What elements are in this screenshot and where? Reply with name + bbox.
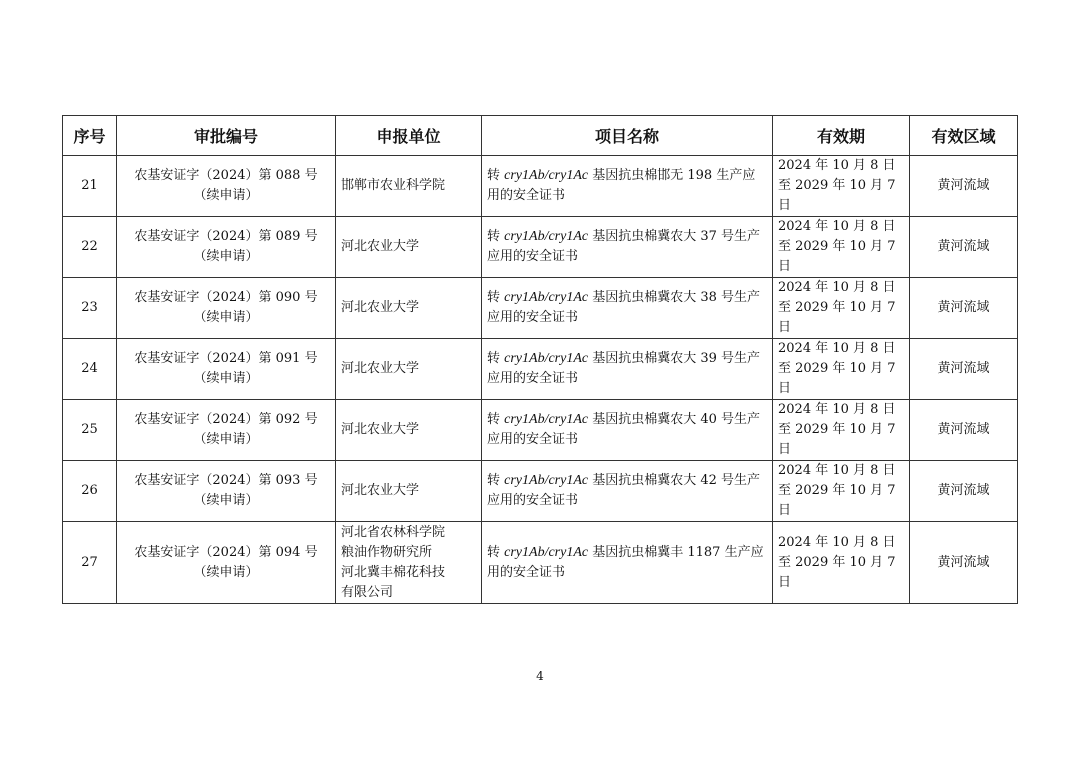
table-header-row [63,116,1018,156]
header-approval-number: 审批编号 [117,116,336,156]
validity-end: 至 2029 年 10 月 7 [778,239,896,254]
approval-renewal-note: （续申请） [193,493,259,508]
project-suffix: 基因抗虫棉冀农大 37 号生产应用的安全证书 [487,229,761,264]
project-gene: cry1Ab/cry1Ac [504,351,589,366]
project-gene: cry1Ab/cry1Ac [504,473,589,488]
applicant-line: 河北农业大学 [341,422,420,437]
cell-project-name [482,278,773,339]
validity-end-tail: 日 [778,198,792,213]
table-row [63,217,1018,278]
approval-renewal-note: （续申请） [193,310,259,325]
validity-start: 2024 年 10 月 8 日 [778,280,896,295]
cell-applicant [336,156,482,217]
approval-number: 农基安证字（2024）第 088 号 [134,168,318,183]
validity-start: 2024 年 10 月 8 日 [778,341,896,356]
header-applicant: 申报单位 [336,116,482,156]
project-suffix: 基因抗虫棉冀农大 40 号生产应用的安全证书 [487,412,761,447]
applicant-line: 河北农业大学 [341,361,420,376]
cell-seq: 23 [63,278,117,339]
applicant-line: 河北冀丰棉花科技 [341,564,446,580]
cell-seq: 22 [63,217,117,278]
cell-seq: 26 [63,461,117,522]
cell-seq: 25 [63,400,117,461]
project-suffix: 基因抗虫棉冀农大 42 号生产应用的安全证书 [487,473,761,508]
cell-validity [773,278,910,339]
project-gene: cry1Ab/cry1Ac [504,229,589,244]
approval-renewal-note: （续申请） [193,564,259,580]
cell-validity [773,339,910,400]
table-row [63,461,1018,522]
applicant-line: 有限公司 [341,584,394,600]
validity-end: 至 2029 年 10 月 7 [778,178,896,193]
table-row [63,278,1018,339]
project-suffix: 基因抗虫棉冀农大 38 号生产应用的安全证书 [487,290,761,325]
validity-start: 2024 年 10 月 8 日 [778,402,896,417]
cell-validity [773,400,910,461]
cell-applicant [336,339,482,400]
project-gene: cry1Ab/cry1Ac [504,290,589,305]
project-prefix: 转 [487,351,505,366]
validity-end: 至 2029 年 10 月 7 [778,300,896,315]
approval-renewal-note: （续申请） [193,249,259,264]
validity-start: 2024 年 10 月 8 日 [778,158,896,173]
table-row [63,339,1018,400]
cell-applicant [336,461,482,522]
cell-approval-number [117,217,336,278]
cell-project-name [482,217,773,278]
cell-applicant [336,522,482,604]
project-suffix: 基因抗虫棉冀丰 1187 生产应用的安全证书 [487,544,764,580]
cell-approval-number [117,400,336,461]
project-gene: cry1Ab/cry1Ac [504,168,589,183]
project-prefix: 转 [487,473,505,488]
project-prefix: 转 [487,412,505,427]
header-region: 有效区域 [910,116,1018,156]
applicant-line: 河北农业大学 [341,483,420,498]
validity-end: 至 2029 年 10 月 7 [778,361,896,376]
table-row [63,156,1018,217]
project-prefix: 转 [487,290,505,305]
project-gene: cry1Ab/cry1Ac [504,412,589,427]
project-prefix: 转 [487,229,505,244]
approval-number: 农基安证字（2024）第 092 号 [134,412,318,427]
approval-renewal-note: （续申请） [193,371,259,386]
cell-region: 黄河流域 [910,522,1018,604]
cell-seq: 21 [63,156,117,217]
project-suffix: 基因抗虫棉邯无 198 生产应用的安全证书 [487,168,756,203]
project-suffix: 基因抗虫棉冀农大 39 号生产应用的安全证书 [487,351,761,386]
validity-start: 2024 年 10 月 8 日 [778,219,896,234]
cell-applicant [336,217,482,278]
validity-end-tail: 日 [778,381,792,396]
cell-region: 黄河流域 [910,217,1018,278]
validity-end-tail: 日 [778,259,792,274]
header-seq: 序号 [63,116,117,156]
cell-project-name [482,522,773,604]
cell-validity [773,522,910,604]
cell-region: 黄河流域 [910,156,1018,217]
cell-approval-number [117,522,336,604]
approval-renewal-note: （续申请） [193,188,259,203]
page-number: 4 [536,669,544,683]
table-row [63,522,1018,604]
approval-number: 农基安证字（2024）第 094 号 [134,544,318,560]
validity-end-tail: 日 [778,442,792,457]
cell-region: 黄河流域 [910,400,1018,461]
approval-number: 农基安证字（2024）第 090 号 [134,290,318,305]
cell-approval-number [117,339,336,400]
approval-renewal-note: （续申请） [193,432,259,447]
cell-approval-number [117,156,336,217]
applicant-line: 河北农业大学 [341,300,420,315]
cell-project-name [482,156,773,217]
project-prefix: 转 [487,544,505,560]
cell-region: 黄河流域 [910,339,1018,400]
cell-validity [773,156,910,217]
cell-approval-number [117,461,336,522]
validity-end: 至 2029 年 10 月 7 [778,554,896,570]
approval-number: 农基安证字（2024）第 091 号 [134,351,318,366]
project-prefix: 转 [487,168,505,183]
cell-seq: 24 [63,339,117,400]
header-validity: 有效期 [773,116,910,156]
validity-end-tail: 日 [778,320,792,335]
applicant-line: 河北农业大学 [341,239,420,254]
cell-approval-number [117,278,336,339]
validity-end-tail: 日 [778,574,792,590]
validity-end: 至 2029 年 10 月 7 [778,422,896,437]
applicant-line: 邯郸市农业科学院 [341,178,446,193]
certificate-table [62,115,1018,604]
applicant-line: 河北省农林科学院 [341,524,446,540]
cell-validity [773,217,910,278]
cell-project-name [482,339,773,400]
cell-project-name [482,461,773,522]
approval-number: 农基安证字（2024）第 089 号 [134,229,318,244]
applicant-line: 粮油作物研究所 [341,544,433,560]
project-gene: cry1Ab/cry1Ac [504,544,589,560]
cell-region: 黄河流域 [910,278,1018,339]
table-row [63,400,1018,461]
cell-region: 黄河流域 [910,461,1018,522]
header-project-name: 项目名称 [482,116,773,156]
validity-start: 2024 年 10 月 8 日 [778,534,896,550]
cell-seq: 27 [63,522,117,604]
cell-validity [773,461,910,522]
cell-applicant [336,400,482,461]
validity-end: 至 2029 年 10 月 7 [778,483,896,498]
validity-start: 2024 年 10 月 8 日 [778,463,896,478]
validity-end-tail: 日 [778,503,792,518]
cell-applicant [336,278,482,339]
approval-number: 农基安证字（2024）第 093 号 [134,473,318,488]
cell-project-name [482,400,773,461]
